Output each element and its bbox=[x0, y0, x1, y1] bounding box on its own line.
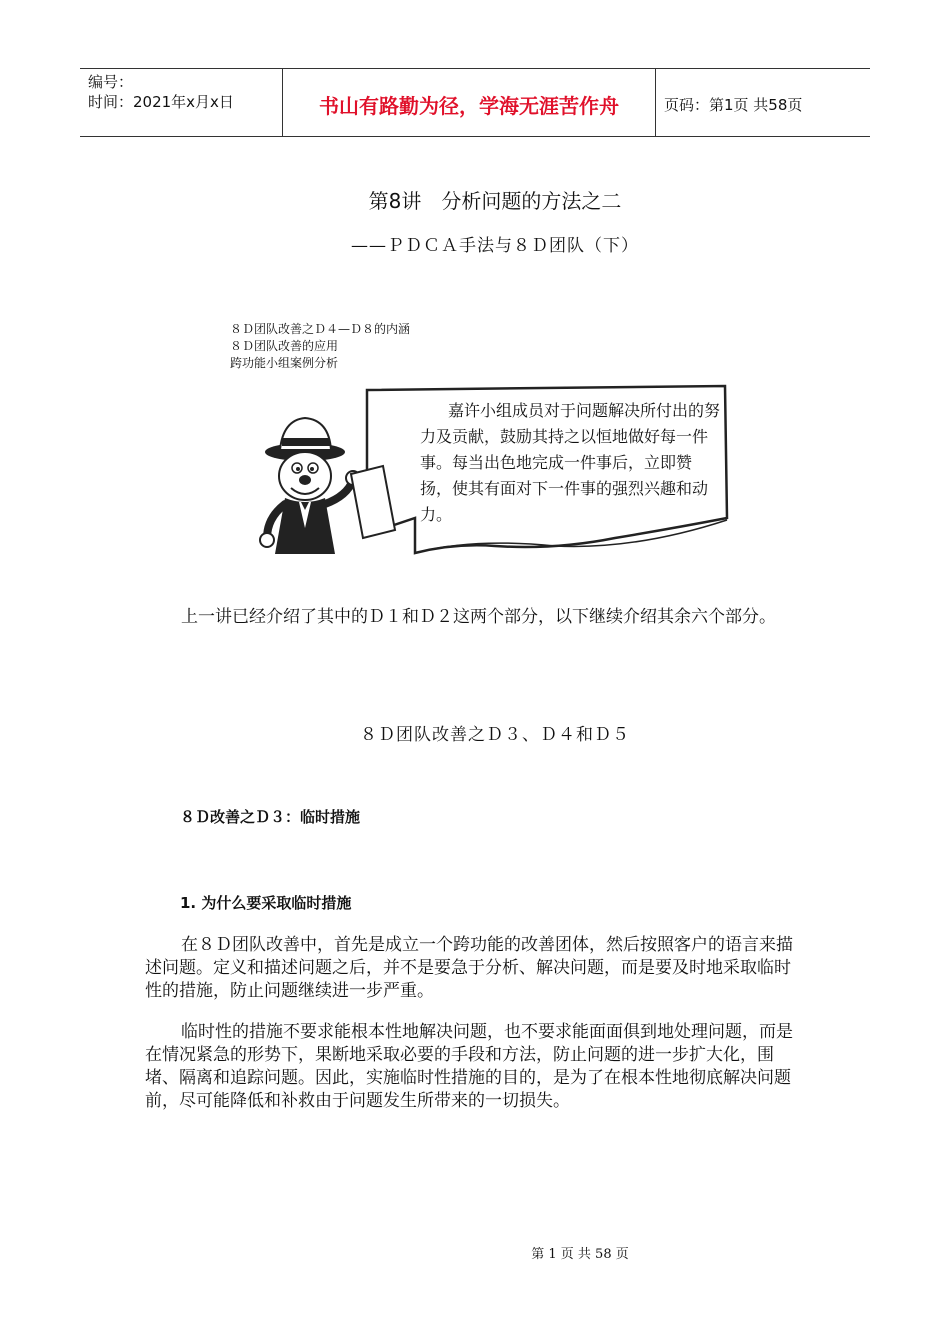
toc-item: ８Ｄ团队改善的应用 bbox=[230, 339, 339, 353]
header-time-label: 时间：2021年x月x日 bbox=[88, 93, 234, 111]
toc-item: ８Ｄ团队改善之Ｄ４—Ｄ８的内涵 bbox=[230, 322, 411, 336]
header-number-label: 编号： bbox=[88, 73, 134, 91]
speech-bubble-text: 嘉许小组成员对于问题解决所付出的努力及贡献，鼓励其持之以恒地做好每一件事。每当出色地完成一件事后，立即赞扬，使其有面对下一件事的强烈兴趣和动力。 bbox=[420, 401, 721, 524]
section-heading: ８Ｄ团队改善之Ｄ３、Ｄ４和Ｄ５ bbox=[360, 725, 630, 745]
header-bottom-rule bbox=[80, 136, 870, 137]
intro-paragraph: 上一讲已经介绍了其中的Ｄ１和Ｄ２这两个部分，以下继续介绍其余六个部分。 bbox=[181, 607, 776, 627]
toc-item: 跨功能小组案例分析 bbox=[230, 356, 339, 370]
sub-sub-heading: 1. 为什么要采取临时措施 bbox=[180, 894, 352, 912]
sub-heading: ８Ｄ改善之Ｄ３：临时措施 bbox=[180, 808, 361, 826]
body-paragraph: 在８Ｄ团队改善中，首先是成立一个跨功能的改善团体，然后按照客户的语言来描述问题。定义和描述问题之后，并不是要急于分析、解决问题，而是要及时地采取临时性的措施，防止问题继续进一步严重。 bbox=[145, 935, 793, 1001]
body-paragraph: 临时性的措施不要求能根本性地解决问题，也不要求能面面俱到地处理问题，而是在情况紧急的形势下，果断地采取必要的手段和方法，防止问题的进一步扩大化，围堵、隔离和追踪问题。因此，实施临时性措施的目的，是为了在根本性地彻底解决问题前，尽可能降低和补救由于问题发生所带来的一切损失。 bbox=[145, 1022, 793, 1111]
page-subtitle: ——ＰＤＣＡ手法与８Ｄ团队（下） bbox=[351, 236, 639, 256]
page-title: 第8讲 分析问题的方法之二 bbox=[368, 189, 622, 213]
header-top-rule bbox=[80, 68, 870, 69]
header-divider-right bbox=[655, 68, 656, 136]
header-motto: 书山有路勤为径，学海无涯苦作舟 bbox=[319, 94, 619, 118]
page-footer: 第 1 页 共 58 页 bbox=[531, 1247, 629, 1262]
header-page-info: 页码：第1页 共58页 bbox=[664, 96, 803, 114]
